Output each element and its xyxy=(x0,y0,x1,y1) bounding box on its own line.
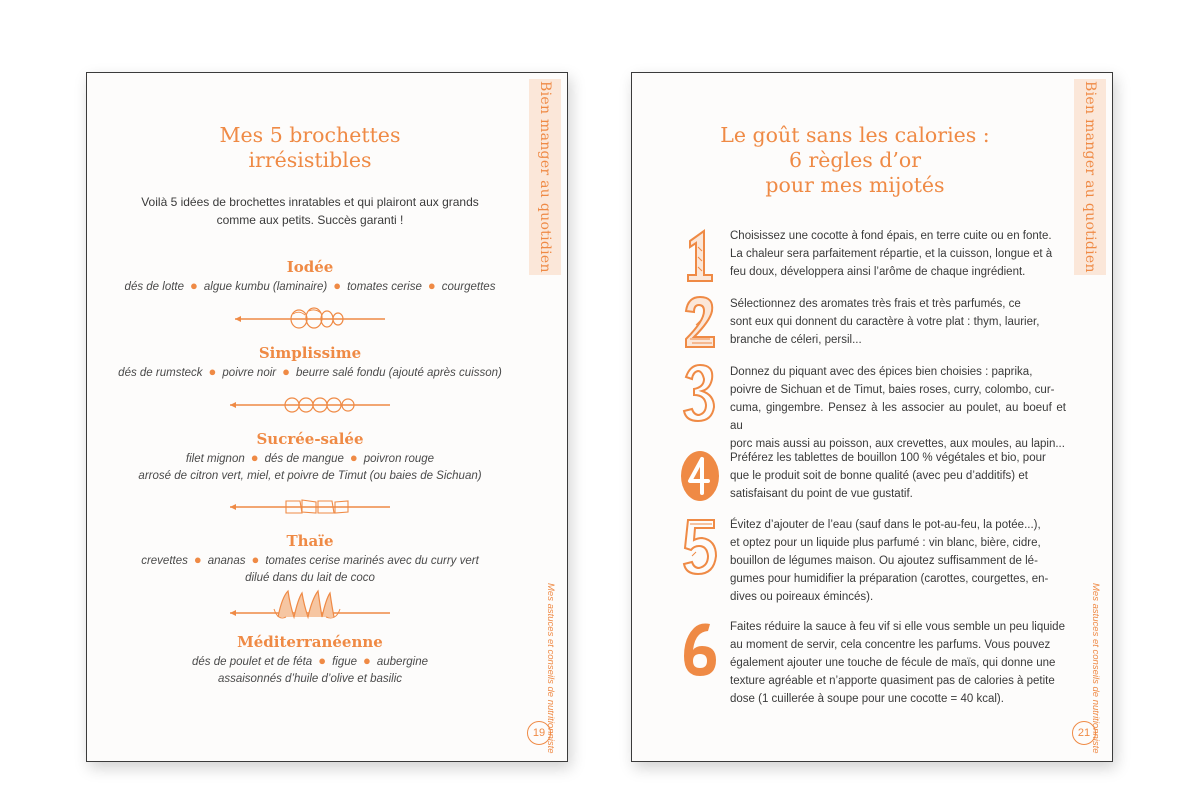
ingredient: filet mignon xyxy=(185,453,245,465)
recipe-name: Méditerranéenne xyxy=(237,633,383,651)
title-line: Le goût sans les calories : xyxy=(720,123,990,147)
rule-line: Donnez du piquant avec des épices bien choisies : paprika, xyxy=(730,366,1033,378)
rule-line: cuma, gingembre. Pensez à les associer au poulet, au boeuf et au xyxy=(730,402,1066,432)
rule-line: sont eux qui donnent du caractère à votre plat : thym, laurier, xyxy=(730,316,1040,328)
rule-line: dose (1 cuillerée à soupe pour une cocotte = 40 kcal). xyxy=(730,693,1004,705)
bullet-dot-icon: ● xyxy=(250,450,259,465)
recipe-mediterraneenne xyxy=(87,632,533,688)
rule-text xyxy=(730,449,1066,503)
recipe-ingredients xyxy=(87,449,533,468)
rule-line: Choisissez une cocotte à fond épais, en terre cuite ou en fonte. xyxy=(730,230,1052,242)
rule-line: Sélectionnez des aromates très frais et très parfumés, ce xyxy=(730,298,1021,310)
number-three-icon xyxy=(680,363,720,425)
section-tab xyxy=(529,79,561,275)
recipe-ingredients xyxy=(87,363,533,382)
recipe-ingredients xyxy=(87,277,533,296)
rule-text xyxy=(730,227,1066,281)
bullet-dot-icon: ● xyxy=(282,364,290,379)
side-note: Mes astuces et conseils de nutritionniste xyxy=(1090,583,1101,754)
rule-line: feu doux, développera ainsi l’arôme de chaque ingrédient. xyxy=(730,266,1026,278)
title-line: irrésistibles xyxy=(248,148,372,172)
ingredient: courgettes xyxy=(441,281,496,293)
bullet-dot-icon: ● xyxy=(427,278,436,293)
ingredient: arrosé de citron vert, miel, et poivre de Timut (ou baies de Sichuan) xyxy=(138,470,482,482)
ingredient: dés de rumsteck xyxy=(118,367,203,379)
bullet-dot-icon: ● xyxy=(363,653,371,668)
title-line: Mes 5 brochettes xyxy=(219,123,401,147)
ingredient: aubergine xyxy=(376,656,429,668)
page-title xyxy=(632,123,1078,198)
left-page xyxy=(86,72,568,762)
rule-line: porc mais aussi au poisson, aux crevettes, aux moules, au lapin... xyxy=(730,438,1065,450)
intro-line: Voilà 5 idées de brochettes inratables et qui plairont aux grands xyxy=(141,195,479,209)
number-two-icon xyxy=(680,295,720,353)
right-page xyxy=(631,72,1113,762)
recipe-thaie xyxy=(87,531,533,587)
rule-line: au moment de servir, cela concentre les parfums. Vous pouvez xyxy=(730,639,1051,651)
recipe-name: Thaïe xyxy=(286,532,334,550)
section-tab-label: Bien manger au quotidien xyxy=(1082,81,1098,273)
ingredient: dilué dans du lait de coco xyxy=(245,572,375,584)
page-number: 21 xyxy=(1072,721,1096,745)
ingredient: dés de mangue xyxy=(264,453,344,465)
number-six-icon xyxy=(680,618,720,680)
recipe-ingredients xyxy=(87,671,533,688)
rule-line: La chaleur sera parfaitement répartie, et la cuisson, longue et à xyxy=(730,248,1053,260)
skewer-illustration-icon xyxy=(87,587,533,627)
ingredient: beurre salé fondu (ajouté après cuisson) xyxy=(295,367,502,379)
bullet-dot-icon: ● xyxy=(318,653,327,668)
ingredient: figue xyxy=(332,656,357,668)
ingredient: assaisonnés d’huile d’olive et basilic xyxy=(217,673,403,685)
intro-line: comme aux petits. Succès garanti ! xyxy=(216,213,404,227)
rule-text xyxy=(730,363,1066,453)
recipe-name: Simplissime xyxy=(258,344,362,362)
intro-text xyxy=(127,193,493,229)
ingredient: algue kumbu (laminaire) xyxy=(203,281,328,293)
page-title xyxy=(87,123,533,173)
ingredient: dés de poulet et de féta xyxy=(191,656,313,668)
bullet-dot-icon: ● xyxy=(193,552,202,567)
ingredient: tomates cerise marinés avec du curry vert xyxy=(265,555,479,567)
section-tab xyxy=(1074,79,1106,275)
recipe-ingredients xyxy=(87,652,533,671)
title-line: 6 règles d’or xyxy=(788,148,922,172)
rule-line: que le produit soit de bonne qualité (avec peu d’additifs) et xyxy=(730,470,1028,482)
bullet-dot-icon: ● xyxy=(349,450,358,465)
number-five-icon xyxy=(680,516,720,578)
rule-line: Préférez les tablettes de bouillon 100 % végétales et bio, pour xyxy=(730,452,1046,464)
bullet-dot-icon: ● xyxy=(333,278,342,293)
recipe-name: Sucrée-salée xyxy=(256,430,364,448)
rule-line: également ajouter une touche de fécule de maïs, qui donne une xyxy=(730,657,1056,669)
section-tab-label: Bien manger au quotidien xyxy=(537,81,553,273)
number-one-icon xyxy=(680,227,720,285)
rule-line: satisfaisant du point de vue gustatif. xyxy=(730,488,913,500)
ingredient: tomates cerise xyxy=(347,281,422,293)
rule-text xyxy=(730,295,1066,349)
ingredient: poivre noir xyxy=(222,367,277,379)
recipe-iodee xyxy=(87,257,533,296)
page-number: 19 xyxy=(527,721,551,745)
rule-line: branche de céleri, persil... xyxy=(730,334,862,346)
recipe-ingredients xyxy=(87,570,533,587)
bullet-dot-icon: ● xyxy=(190,278,198,293)
rule-text xyxy=(730,618,1066,708)
rule-line: gumes pour humidifier la préparation (carottes, courgettes, en- xyxy=(730,573,1049,585)
skewer-illustration-icon xyxy=(87,391,533,417)
ingredient: poivron rouge xyxy=(363,453,435,465)
skewer-illustration-icon xyxy=(87,493,533,519)
rule-line: Faites réduire la sauce à feu vif si elle vous semble un peu liquide xyxy=(730,621,1065,633)
ingredient: crevettes xyxy=(141,555,188,567)
rule-line: bouillon de légumes maison. Ou ajoutez suffisamment de lé- xyxy=(730,555,1038,567)
rule-line: dives ou poireaux émincés). xyxy=(730,591,874,603)
ingredient: ananas xyxy=(207,555,246,567)
skewer-illustration-icon xyxy=(87,305,533,331)
bullet-dot-icon: ● xyxy=(251,552,260,567)
side-note: Mes astuces et conseils de nutritionniste xyxy=(545,583,556,754)
rule-line: poivre de Sichuan et de Timut, baies roses, curry, colombo, cur- xyxy=(730,384,1055,396)
recipe-name: Iodée xyxy=(286,258,334,276)
recipe-sucree-salee xyxy=(87,429,533,485)
recipe-ingredients xyxy=(87,468,533,485)
title-line: pour mes mijotés xyxy=(765,173,945,197)
rule-line: texture agréable et n’apporte quasiment pas de calories à petite xyxy=(730,675,1055,687)
rule-line: et optez pour un liquide plus parfumé : vin blanc, bière, cidre, xyxy=(730,537,1041,549)
rule-text xyxy=(730,516,1066,606)
number-four-icon xyxy=(680,449,720,507)
bullet-dot-icon: ● xyxy=(208,364,217,379)
recipe-simplissime xyxy=(87,343,533,382)
recipe-ingredients xyxy=(87,551,533,570)
rule-line: Évitez d’ajouter de l’eau (sauf dans le pot-au-feu, la potée...), xyxy=(730,519,1041,531)
ingredient: dés de lotte xyxy=(124,281,185,293)
